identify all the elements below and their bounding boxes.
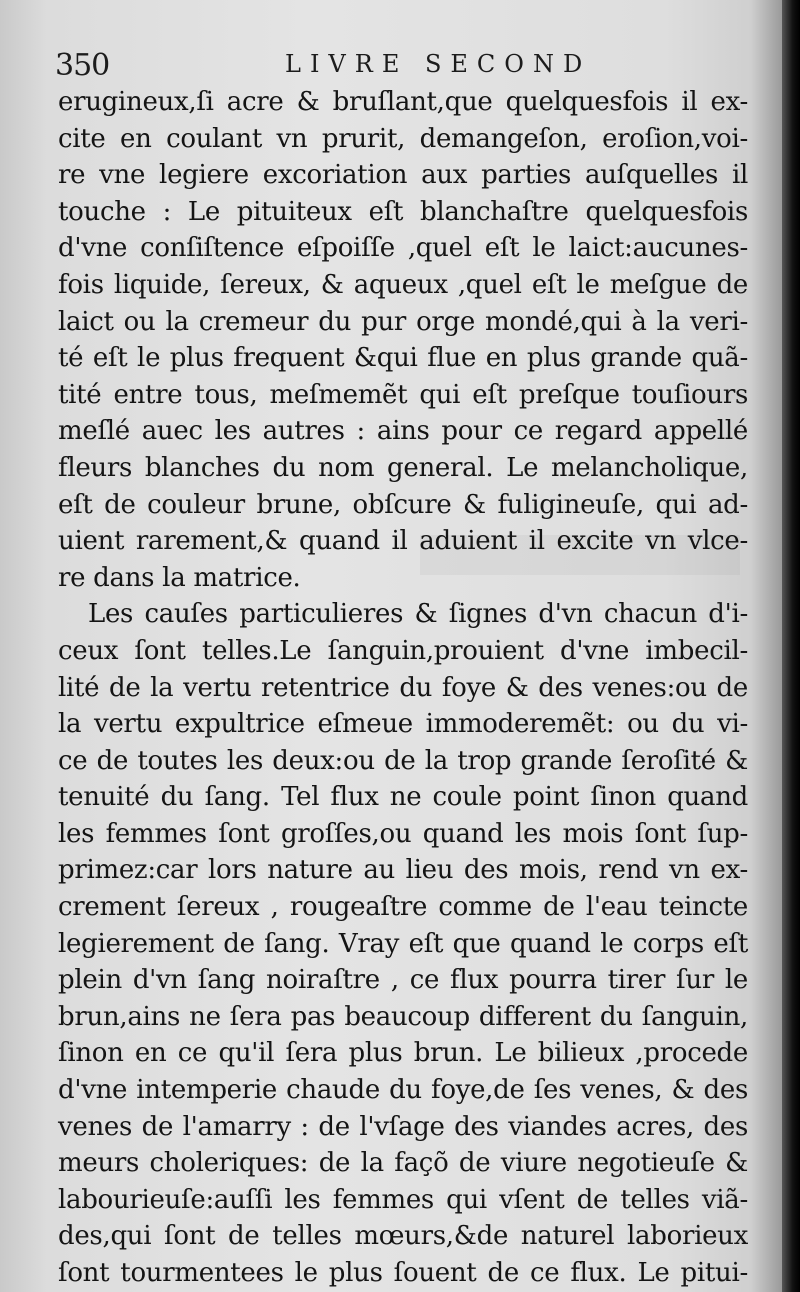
book-spine-shadow: [782, 0, 800, 1292]
text-line: té eſt le plus frequent &qui flue en plus grande quã-: [58, 343, 748, 374]
text-line: tité entre tous, meſmemẽt qui eſt preſque touſiours: [58, 379, 748, 410]
text-line: ce de toutes les deux:ou de la trop grande ſeroſité &: [58, 745, 748, 776]
text-line: primez:car lors nature au lieu des mois, rend vn ex-: [58, 855, 748, 886]
text-line: brun,ains ne ſera pas beaucoup different du ſanguin,: [58, 1001, 748, 1032]
text-line: re vne legiere excoriation aux parties auſquelles il: [58, 160, 748, 191]
paragraph-2: [58, 596, 748, 1291]
text-line: legierement de ſang. Vray eſt que quand le corps eſt: [58, 928, 748, 959]
text-line: venes de l'amarry : de l'vſage des viandes acres, des: [58, 1111, 748, 1142]
page-number: 350: [55, 48, 110, 83]
text-line: fleurs blanches du nom general. Le melancholique,: [58, 452, 748, 483]
text-line: des,qui ſont de telles mœurs,&de naturel laborieux: [58, 1221, 748, 1252]
text-line: eſt de couleur brune, obſcure & fuligineuſe, qui ad-: [58, 489, 748, 520]
text-line: d'vne intemperie chaude du foye,de ſes venes, & des: [58, 1075, 748, 1106]
text-line: re dans la matrice.: [58, 562, 301, 593]
text-line: erugineux,ſi acre & bruſlant,que quelquesfois il ex-: [58, 87, 748, 117]
text-line: meurs choleriques: de la façõ de viure negotieuſe &: [58, 1148, 748, 1179]
text-line: ſinon en ce qu'il ſera plus brun. Le bilieux ,procede: [58, 1038, 748, 1069]
text-line: ceux ſont telles.Le ſanguin,prouient d'vne imbecil-: [58, 635, 748, 666]
text-line: plein d'vn ſang noiraſtre , ce flux pourra tirer ſur le: [58, 965, 748, 996]
text-line: labourieuſe:auſſi les femmes qui vſent de telles viã-: [58, 1184, 748, 1215]
text-line: uient rarement,& quand il aduient il excite vn vlce-: [58, 526, 748, 557]
text-line: Les cauſes particulieres & ſignes d'vn chacun d'i-: [88, 599, 748, 630]
text-line: tenuité du ſang. Tel flux ne coule point ſinon quand: [58, 782, 748, 813]
text-line: la vertu expultrice eſmeue immoderemẽt: ou du vi-: [58, 709, 748, 740]
running-title: LIVRE SECOND: [285, 50, 592, 78]
text-line: laict ou la cremeur du pur orge mondé,qui à la veri-: [58, 306, 748, 337]
text-line: d'vne conſiſtence eſpoiſſe ,quel eſt le laict:aucunes-: [58, 233, 748, 264]
text-line: lité de la vertu retentrice du foye & des venes:ou de: [58, 672, 748, 703]
text-line: meſlé auec les autres : ains pour ce regard appellé: [58, 416, 748, 447]
text-line: crement ſereux , rougeaſtre comme de l'eau teincte: [58, 892, 748, 923]
text-line: touche : Le pituiteux eſt blanchaſtre quelquesfois: [58, 196, 748, 227]
text-line: fois liquide, ſereux, & aqueux ,quel eſt le meſgue de: [58, 269, 748, 300]
text-line: les femmes ſont groſſes,ou quand les mois ſont ſup-: [58, 818, 748, 849]
text-line: ſont tourmentees le plus ſouent de ce flux. Le pitui-: [58, 1258, 748, 1288]
paragraph-1: [58, 84, 748, 596]
text-line: cite en coulant vn prurit, demangeſon, eroſion,voi-: [58, 123, 748, 154]
body-text: [58, 84, 748, 1292]
